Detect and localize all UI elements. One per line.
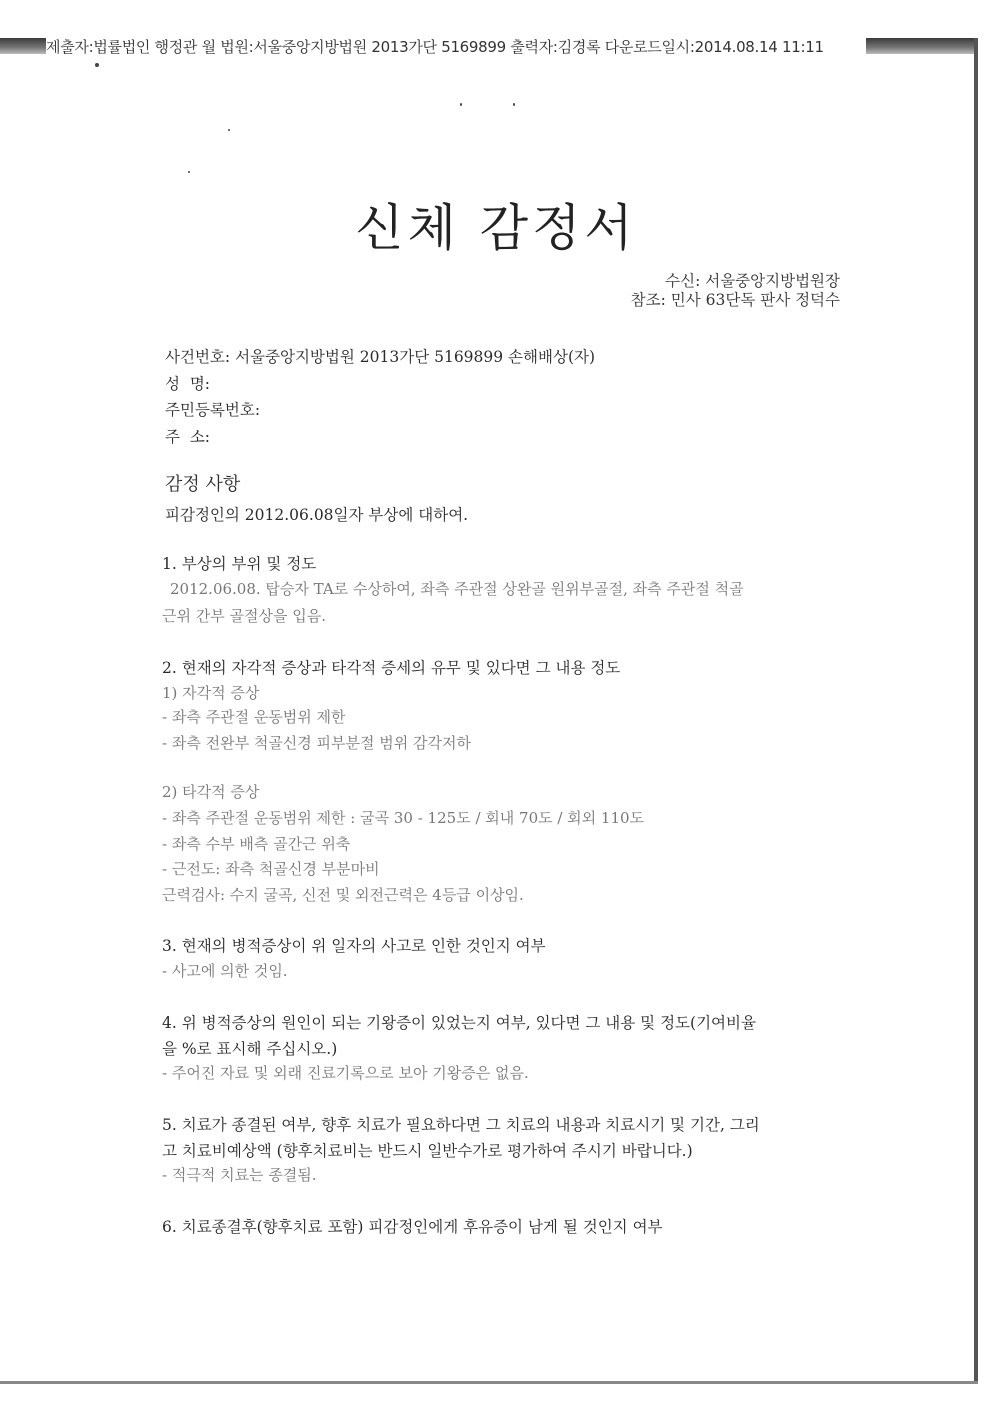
case-number-label: 사건번호:: [165, 348, 231, 366]
answer-5: - 적극적 치료는 종결됨.: [162, 1166, 317, 1184]
answer-1-line-1: 2012.06.08. 탑승자 TA로 수상하여, 좌측 주관절 상완골 원위부골절, 좌측 주관절 척골: [170, 580, 744, 598]
document-title: 신체 감정서: [355, 199, 637, 257]
scan-speck: [188, 171, 190, 173]
scan-speck: [513, 103, 515, 106]
answer-1-line-2: 근위 간부 골절상을 입음.: [162, 607, 326, 625]
intro-text: 피감정인의 2012.06.08일자 부상에 대하여.: [165, 506, 469, 524]
objective-item: - 좌측 수부 배측 골간근 위축: [162, 835, 351, 853]
recipient-line: 수신: 서울중앙지방법원장: [665, 272, 840, 290]
scan-speck: [460, 103, 462, 106]
question-3: 3. 현재의 병적증상이 위 일자의 사고로 인한 것인지 여부: [162, 937, 546, 955]
id-number-row: [165, 397, 595, 424]
objective-item: 근력검사: 수지 굴곡, 신전 및 외전근력은 4등급 이상임.: [162, 886, 524, 904]
answer-4: - 주어진 자료 및 외래 진료기록으로 보아 기왕증은 없음.: [162, 1064, 529, 1082]
objective-heading: 2) 타각적 증상: [162, 783, 260, 801]
question-4-line-1: 4. 위 병적증상의 원인이 되는 기왕증이 있었는지 여부, 있다면 그 내용 및 정도(기여비율: [162, 1014, 756, 1032]
question-1: 1. 부상의 부위 및 정도: [162, 555, 317, 573]
case-number-value: 서울중앙지방법원 2013가단 5169899 손해배상(자): [235, 348, 596, 366]
subjective-item: - 좌측 전완부 척골신경 피부분절 범위 감각저하: [162, 734, 471, 752]
case-number-row: [165, 344, 595, 371]
question-5-line-1: 5. 치료가 종결된 여부, 향후 치료가 필요하다면 그 치료의 내용과 치료시기 및 기간, 그리: [162, 1116, 760, 1134]
address-label: 주 소:: [165, 427, 211, 446]
reference-line: 참조: 민사 63단독 판사 정덕수: [630, 291, 840, 309]
name-label: 성 명:: [165, 374, 211, 393]
scan-bottom-border: [0, 1381, 978, 1384]
name-row: [165, 371, 595, 398]
address-row: [165, 424, 595, 451]
objective-item: - 근전도: 좌측 척골신경 부분마비: [162, 860, 380, 878]
submission-stamp: 제출자:법률법인 행정관 월 법원:서울중앙지방법원 2013가단 5169899 출력자:김경록 다운로드일시:2014.08.14 11:11: [46, 36, 866, 56]
objective-item: - 좌측 주관절 운동범위 제한 : 굴곡 30 - 125도 / 회내 70도 / 회외 110도: [162, 809, 645, 827]
subjective-item: - 좌측 주관절 운동범위 제한: [162, 708, 346, 726]
recipient-block: [631, 272, 840, 310]
question-2: 2. 현재의 자각적 증상과 타각적 증세의 유무 및 있다면 그 내용 정도: [162, 659, 621, 677]
answer-3: - 사고에 의한 것임.: [162, 962, 288, 980]
case-info: [165, 344, 595, 450]
question-4-line-2: 을 %로 표시해 주십시오.): [162, 1040, 338, 1058]
id-number-label: 주민등록번호:: [165, 401, 261, 419]
question-6: 6. 치료종결후(향후치료 포함) 피감정인에게 후유증이 남게 될 것인지 여부: [162, 1218, 663, 1236]
subjective-heading: 1) 자각적 증상: [162, 684, 260, 702]
question-5-line-2: 고 치료비예상액 (향후치료비는 반드시 일반수가로 평가하여 주시기 바랍니다.): [162, 1142, 693, 1160]
section-title: 감정 사항: [165, 474, 241, 495]
scan-speck: [228, 129, 230, 131]
scan-speck: [95, 63, 99, 67]
